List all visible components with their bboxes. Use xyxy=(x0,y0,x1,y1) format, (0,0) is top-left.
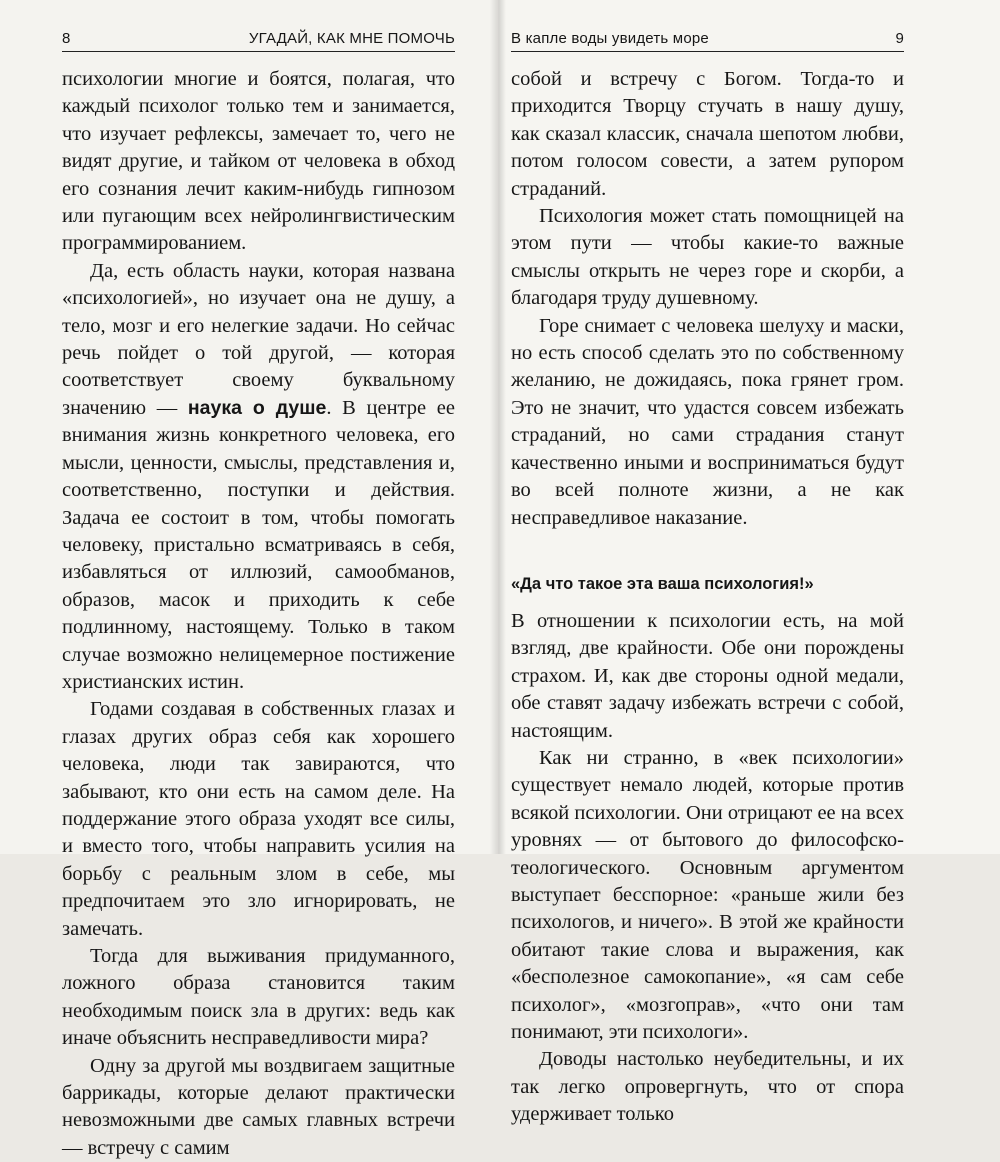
page-number-right: 9 xyxy=(895,30,904,47)
left-text-block xyxy=(62,66,455,1162)
text-run: . В центре ее внимания жизнь конкретного человека, его мысли, ценности, смыслы, представления и, соответственно, поступки и действия. Задача ее состоит в том, чтобы помогать человеку, пристально всматриваясь в себя, избавляться от иллюзий, самообманов, образов, масок и приходить к себе подлинному, настоящему. Только в таком случае возможно нелицемерное постижение христианских истин. xyxy=(62,396,455,693)
paragraph: Горе снимает с человека шелуху и маски, но есть способ сделать это по собственному желанию, не дожидаясь, пока грянет гром. Это не значит, что удастся совсем избежать страданий, но сами страдания станут качественно иными и восприниматься будут во всей полноте жизни, а не как несправедливое наказание. xyxy=(511,314,904,529)
paragraph: психологии многие и боятся, полагая, что каждый психолог только тем и занимается, что изучает рефлексы, замечает то, чего не видят другие, и тайком от человека в обход его сознания лечит каким-нибудь гипнозом или пугающим всех нейролингвистическим программированием. xyxy=(62,68,455,255)
text-run: Да, есть область науки, которая названа «психологией», но изучает она не душу, а тело, мозг и его нелегкие задачи. Но сейчас речь пойдет о той другой, — которая соответствует своему буквальному значению — xyxy=(62,259,455,419)
right-page xyxy=(497,0,1000,1126)
paragraph: Доводы настолько неубедительны, и их так легко опровергнуть, что от спора удерживает только xyxy=(511,1048,904,1126)
paragraph: Как ни странно, в «век психологии» существует немало людей, которые против всякой психологии. Они отрицают ее на всех уровнях — от бытового до философско-теологического. Основным аргументом выступает бесспорное: «раньше жили без психологов, и ничего». В этой же крайности обитают такие слова и выражения, как «бесполезное самокопание», «я сам себе психолог», «мозгоправ», «что они там понимают, эти психологи». xyxy=(511,746,904,1043)
book-gutter-shadow xyxy=(490,0,506,854)
paragraph: Годами создавая в собственных глазах и глазах других образ себя как хорошего человека, люди так завираются, что забывают, кто они есть на самом деле. На поддержание этого образа уходят все силы, и вместо того, чтобы направить усилия на борьбу с реальным злом в себе, мы предпочитаем это зло игнорировать, не замечать. xyxy=(62,698,455,940)
paragraph: Психология может стать помощницей на этом пути — чтобы какие-то важные смыслы открыть не через горе и скорби, а благодаря труду душевному. xyxy=(511,205,904,310)
paragraph: В отношении к психологии есть, на мой взгляд, две крайности. Обе они порождены страхом. И, как две стороны одной медали, обе ставят задачу избежать встречи с собой, настоящим. xyxy=(511,609,904,742)
paragraph: Одну за другой мы воздвигаем защитные баррикады, которые делают практически невозможными две самых главных встречи — встречу с самим xyxy=(62,1054,455,1159)
header-rule-left xyxy=(62,51,455,52)
bold-term: наука о душе xyxy=(187,396,327,419)
running-head-left: УГАДАЙ, КАК МНЕ ПОМОЧЬ xyxy=(248,30,455,47)
running-head-right: В капле воды увидеть море xyxy=(511,30,709,47)
header-rule-right xyxy=(511,51,904,52)
section-heading: «Да что такое эта ваша психология!» xyxy=(511,574,814,593)
paragraph: Тогда для выживания придуманного, ложного образа становится таким необходимым поиск зла в других: ведь как иначе объяснить несправедливости мира? xyxy=(62,945,455,1050)
page-number-left: 8 xyxy=(62,30,71,47)
right-text-block xyxy=(511,66,904,1129)
paragraph xyxy=(62,258,455,697)
left-page xyxy=(0,0,497,1159)
paragraph: собой и встречу с Богом. Тогда-то и приходится Творцу стучать в нашу душу, как сказал классик, сначала шепотом любви, потом голосом совести, а затем рупором страданий. xyxy=(511,68,904,200)
